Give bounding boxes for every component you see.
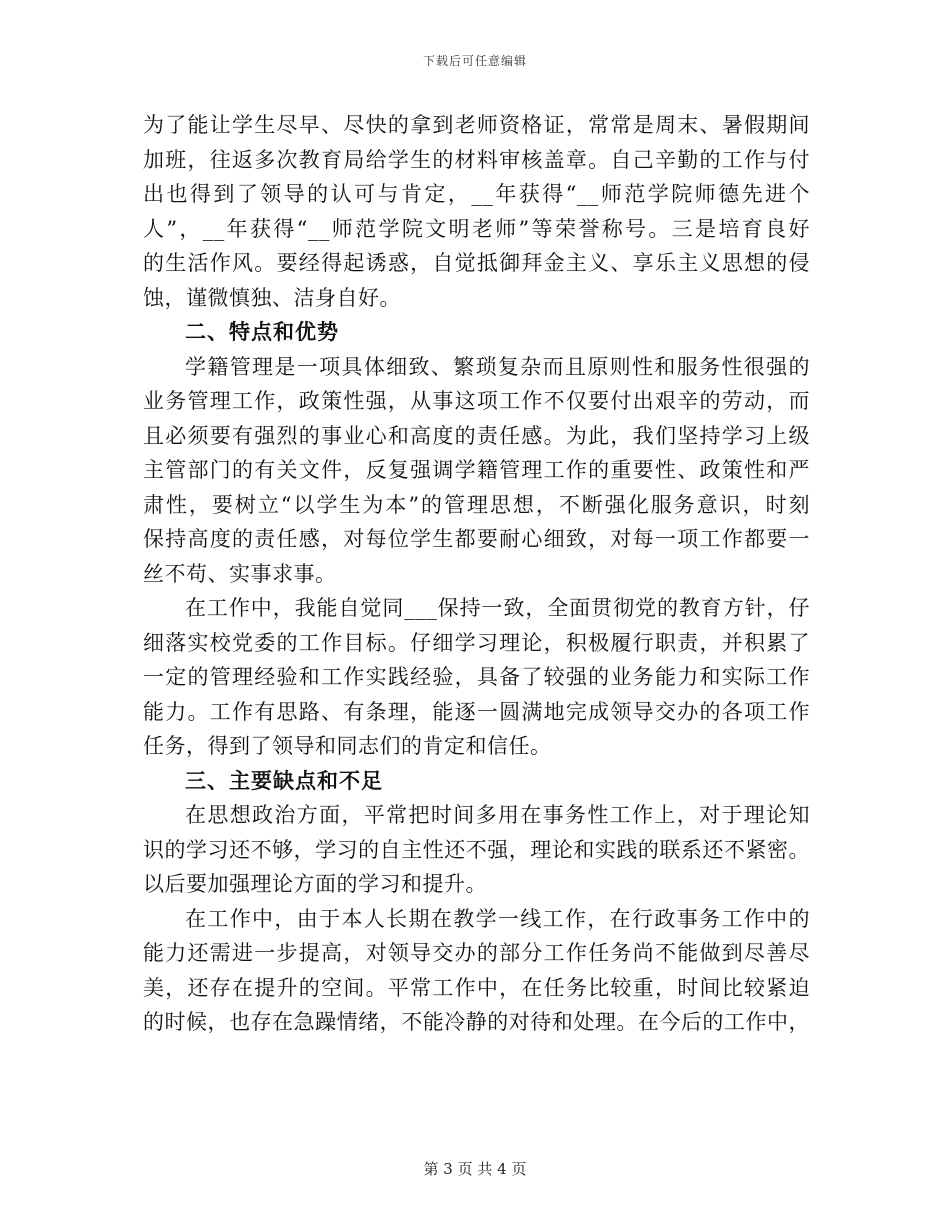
paragraph-line: 的生活作风。要经得起诱惑，自觉抵御拜金主义、享乐主义思想的侵 <box>143 251 810 275</box>
paragraph-line: 且必须要有强烈的事业心和高度的责任感。为此，我们坚持学习上级 <box>143 423 810 448</box>
paragraph-line: 能力。工作有思路、有条理，能逐一圆满地完成领导交办的各项工作 <box>143 699 810 724</box>
paragraph-line: 为了能让学生尽早、尽快的拿到老师资格证，常常是周末、暑假期间 <box>143 113 810 137</box>
paragraph-line: 肃性，要树立“以学生为本”的管理思想，不断强化服务意识，时刻 <box>143 492 810 517</box>
page-number: 第 3 页 共 4 页 <box>423 1160 527 1178</box>
paragraph-line: 以后要加强理论方面的学习和提升。 <box>143 872 487 896</box>
paragraph-line: 任务，得到了领导和同志们的肯定和信任。 <box>143 734 552 758</box>
paragraph-line: 的时候，也存在急躁情绪，不能冷静的对待和处理。在今后的工作中， <box>143 1010 810 1034</box>
paragraph-line: 学籍管理是一项具体细致、繁琐复杂而且原则性和服务性很强的 <box>185 354 810 379</box>
paragraph-line: 主管部门的有关文件，反复强调学籍管理工作的重要性、政策性和严 <box>143 458 810 482</box>
paragraph-line: 业务管理工作，政策性强，从事这项工作不仅要付出艰辛的劳动，而 <box>143 389 810 413</box>
page-header: 下载后可任意编辑 <box>422 54 527 68</box>
paragraph-line: 蚀，谨微慎独、洁身自好。 <box>143 285 401 310</box>
paragraph-line: 人”，__年获得“__师范学院文明老师”等荣誉称号。三是培育良好 <box>143 216 810 241</box>
paragraph-line: 保持高度的责任感，对每位学生都要耐心细致，对每一项工作都要一 <box>143 527 810 551</box>
paragraph-line: 一定的管理经验和工作实践经验，具备了较强的业务能力和实际工作 <box>143 665 810 689</box>
paragraph-line: 加班，往返多次教育局给学生的材料审核盖章。自己辛勤的工作与付 <box>143 147 810 172</box>
paragraph-line: 在思想政治方面，平常把时间多用在事务性工作上，对于理论知 <box>185 803 810 827</box>
paragraph-line: 丝不苟、实事求事。 <box>143 561 337 586</box>
paragraph-line: 美，还存在提升的空间。平常工作中，在任务比较重，时间比较紧迫 <box>143 975 810 1000</box>
paragraph-line: 能力还需进一步提高，对领导交办的部分工作任务尚不能做到尽善尽 <box>143 941 810 965</box>
paragraph-line: 在工作中，我能自觉同___保持一致，全面贯彻党的教育方针，仔 <box>185 596 810 620</box>
paragraph-line: 出也得到了领导的认可与肯定，__年获得“__师范学院师德先进个 <box>143 182 810 206</box>
section-heading: 二、特点和优势 <box>185 319 339 344</box>
paragraph-line: 识的学习还不够，学习的自主性还不强，理论和实践的联系还不紧密。 <box>143 837 810 862</box>
document-body <box>143 108 810 1040</box>
section-heading: 三、主要缺点和不足 <box>185 767 383 793</box>
paragraph-line: 细落实校党委的工作目标。仔细学习理论，积极履行职责，并积累了 <box>143 630 810 655</box>
paragraph-line: 在工作中，由于本人长期在教学一线工作，在行政事务工作中的 <box>185 906 810 931</box>
